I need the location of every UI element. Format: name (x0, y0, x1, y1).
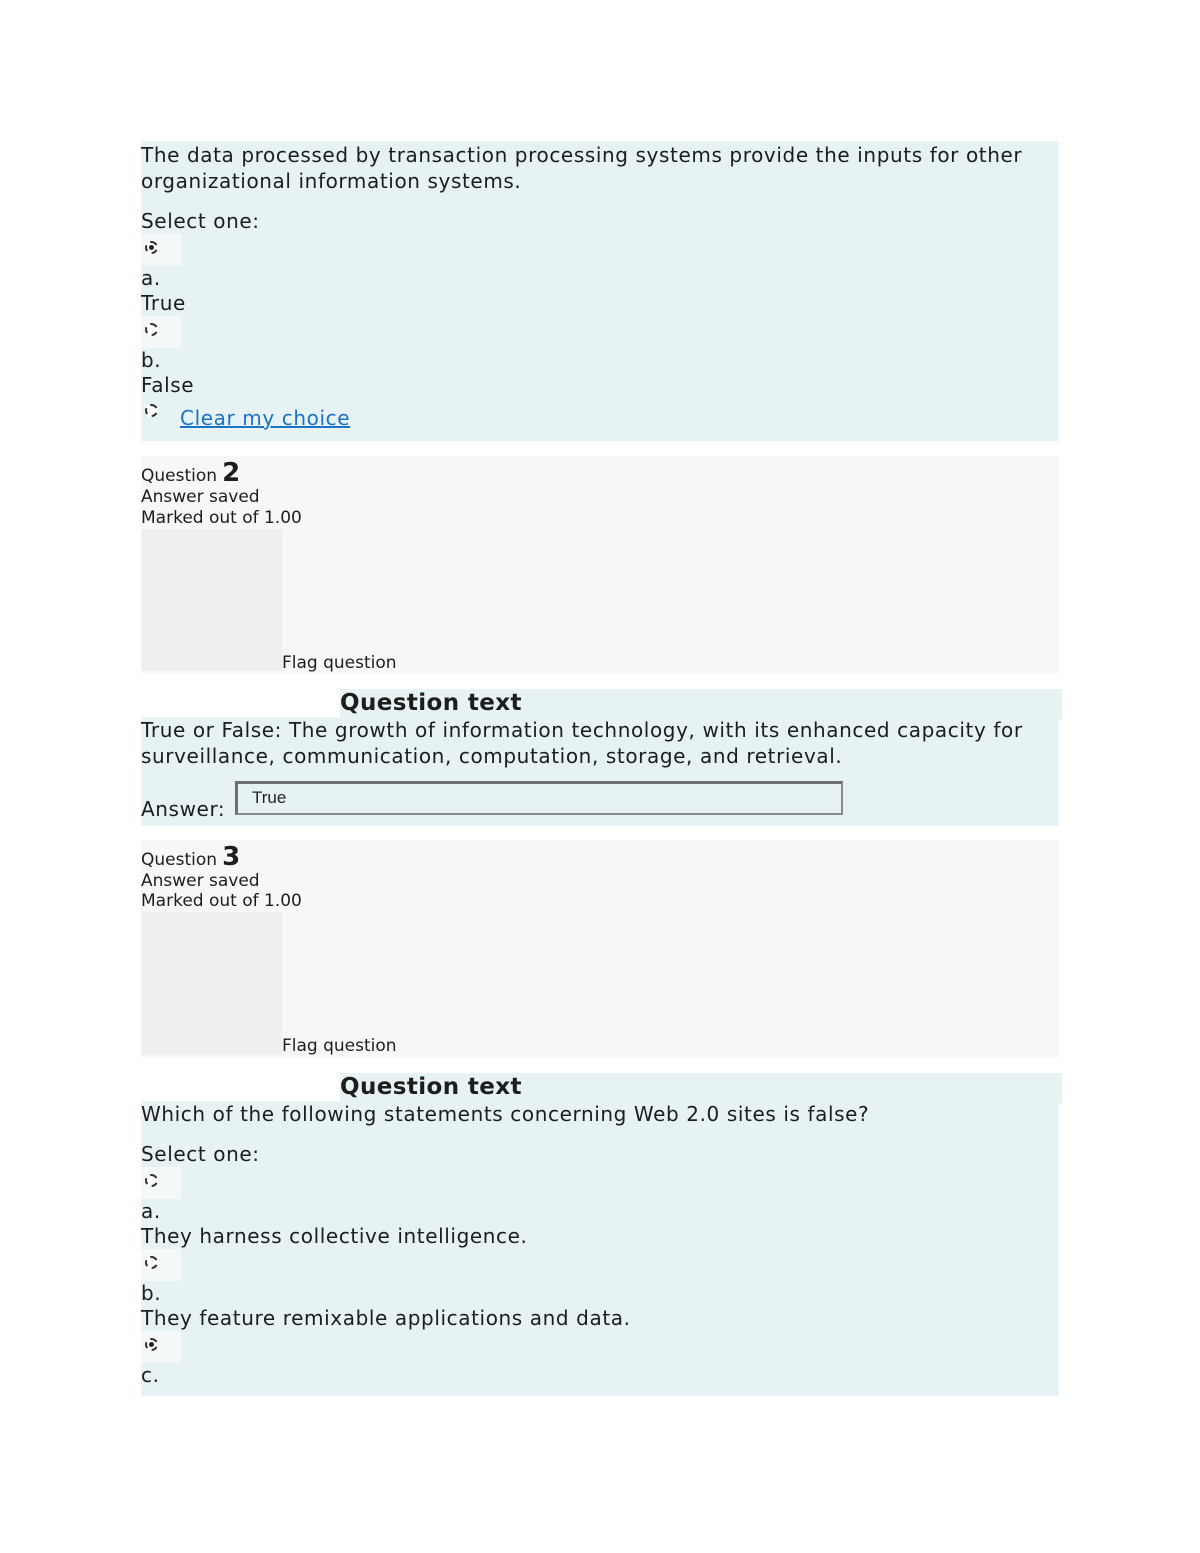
q2-answer-label: Answer: (141, 797, 226, 821)
q2-number: 2 (222, 458, 241, 488)
q3-info (141, 840, 1059, 1058)
q3-grade: Marked out of 1.00 (141, 891, 302, 911)
q1-content (141, 141, 1059, 441)
q1-option-b-radio[interactable] (141, 316, 181, 348)
clear-choice-radio[interactable] (145, 404, 158, 417)
q2-flag-question[interactable]: Flag question (282, 653, 397, 673)
q3-select-label: Select one: (141, 1142, 260, 1166)
q3-option-c-radio[interactable] (141, 1331, 181, 1363)
q2-question-text-heading: Question text (340, 689, 1062, 719)
q2-info (141, 456, 1059, 674)
q3-option-b-letter: b. (141, 1281, 162, 1305)
q1-question-text: The data processed by transaction processing systems provide the inputs for other organizational information systems. (141, 143, 1023, 193)
flag-icon[interactable] (141, 529, 282, 671)
q1-select-label: Select one: (141, 209, 260, 233)
q3-option-a-radio[interactable] (141, 1167, 181, 1199)
q3-flag-question[interactable]: Flag question (282, 1036, 397, 1056)
flag-icon[interactable] (141, 912, 282, 1054)
q2-content (141, 717, 1059, 826)
q1-option-a-letter: a. (141, 266, 161, 290)
radio-unchecked-icon (145, 1256, 158, 1269)
radio-checked-icon (145, 1338, 158, 1351)
q2-question-text: True or False: The growth of information technology, with its enhanced capacity for surveillance, communication, computation, storage, and retrieval. (141, 718, 1023, 768)
q2-answer-input[interactable]: True (235, 781, 843, 815)
q3-label: Question (141, 850, 218, 870)
q3-option-a-letter: a. (141, 1199, 161, 1223)
q3-question-text: Which of the following statements concerning Web 2.0 sites is false? (141, 1102, 870, 1126)
q3-state: Answer saved (141, 871, 260, 891)
q2-label: Question (141, 466, 218, 486)
q3-number: 3 (222, 842, 241, 872)
q3-question-text-heading: Question text (340, 1073, 1062, 1103)
q3-option-c-letter: c. (141, 1363, 160, 1387)
q2-state: Answer saved (141, 487, 260, 507)
q1-option-a-text: True (141, 291, 186, 315)
radio-checked-icon (145, 241, 158, 254)
q3-content (141, 1101, 1059, 1396)
radio-unchecked-icon (145, 1174, 158, 1187)
radio-unchecked-icon (145, 323, 158, 336)
q1-option-a-radio[interactable] (141, 234, 181, 266)
q3-option-b-radio[interactable] (141, 1249, 181, 1281)
q3-option-b-text: They feature remixable applications and data. (141, 1306, 631, 1330)
clear-my-choice-link[interactable]: Clear my choice (180, 406, 351, 430)
q1-option-b-text: False (141, 373, 195, 397)
q2-grade: Marked out of 1.00 (141, 508, 302, 528)
q1-option-b-letter: b. (141, 348, 162, 372)
q3-option-a-text: They harness collective intelligence. (141, 1224, 528, 1248)
